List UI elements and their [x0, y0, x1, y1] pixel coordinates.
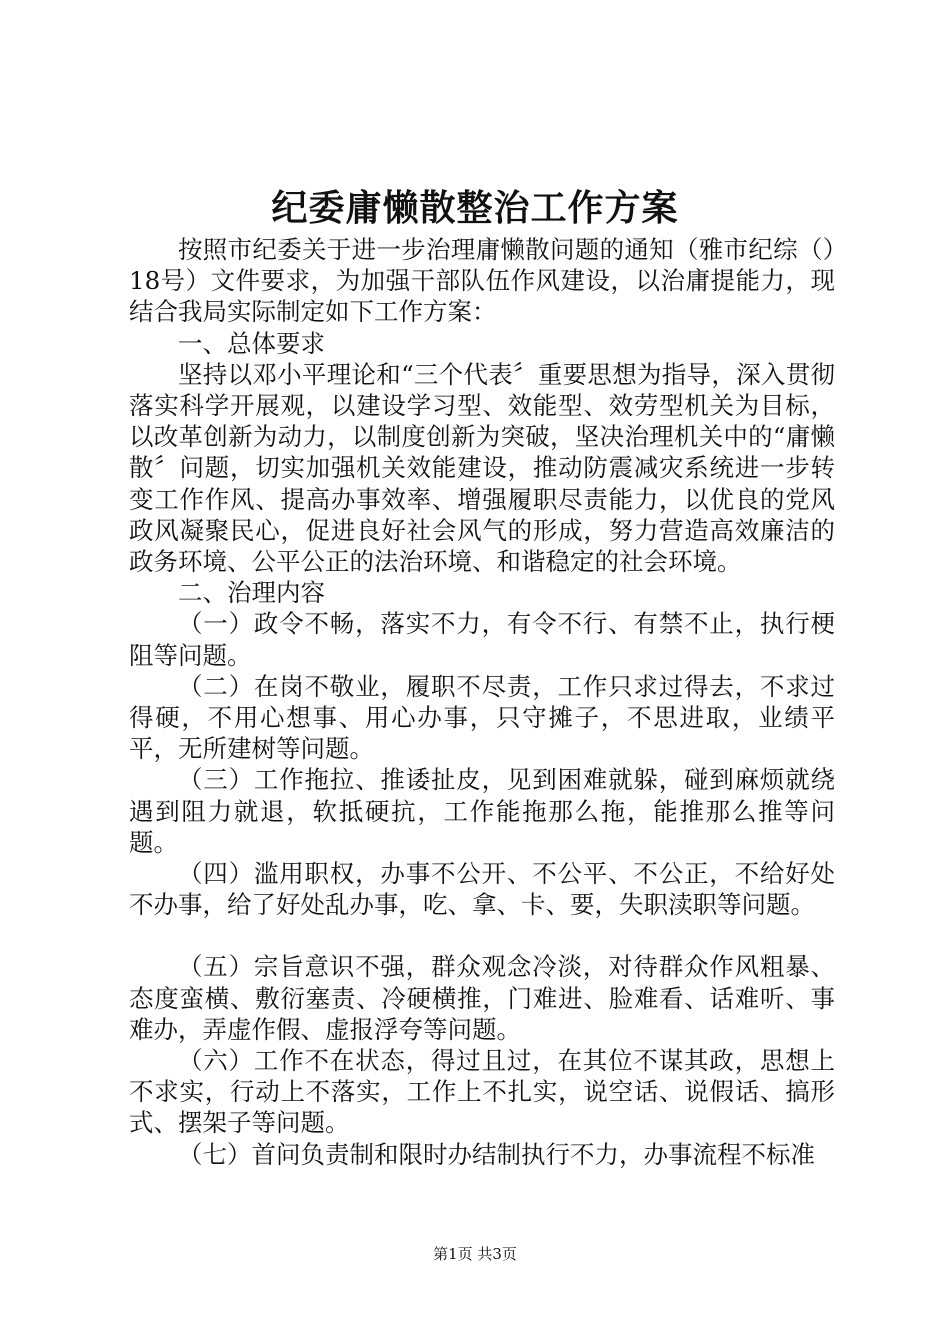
paragraph-general-requirements: 坚持以邓小平理论和“三个代表〞重要思想为指导，深入贯彻落实科学开展观，以建设学习型、效能型、效劳型机关为目标，以改革创新为动力，以制度创新为突破，坚决治理机关中的“庸懒散〞问题，切实加强机关效能建设，推动防震减灾系统进一步转变工作作风、提高办事效率、增强履职尽责能力，以优良的党风政风凝聚民心，促进良好社会风气的形成，努力营造高效廉洁的政务环境、公平公正的法治环境、和谐稳定的社会环境。 [129, 359, 835, 577]
list-item-3: （三）工作拖拉、推诿扯皮，见到困难就躲，碰到麻烦就绕遇到阻力就退，软抵硬抗，工作能拖那么拖，能推那么推等问题。 [129, 765, 835, 857]
page-footer: 第1页 共3页 [433, 1245, 517, 1263]
list-item-1: （一）政令不畅，落实不力，有令不行、有禁不止，执行梗阻等问题。 [129, 609, 835, 670]
list-item-2: （二）在岗不敬业，履职不尽责，工作只求过得去，不求过得硬，不用心想事、用心办事，只守摊子，不思进取，业绩平平，无所建树等问题。 [129, 671, 835, 764]
list-item-5: （五）宗旨意识不强，群众观念冷淡，对待群众作风粗暴、态度蛮横、敷衍塞责、冷硬横推，门难进、脸难看、话难听、事难办，弄虚作假、虚报浮夸等问题。 [129, 952, 835, 1044]
list-item-4: （四）滥用职权，办事不公开、不公平、不公正，不给好处不办事，给了好处乱办事，吃、拿、卡、要，失职渎职等问题。 [129, 859, 835, 920]
paragraph-intro: 按照市纪委关于进一步治理庸懒散问题的通知（雅市纪综（）18号）文件要求，为加强干部队伍作风建设，以治庸提能力，现结合我局实际制定如下工作方案： [129, 235, 835, 327]
section-heading-governance-content: 二、治理内容 [178, 578, 325, 608]
list-item-7: （七）首问负责制和限时办结制执行不力，办事流程不标准 [178, 1139, 815, 1169]
document-title: 纪委庸懒散整治工作方案 [271, 187, 679, 229]
section-heading-general-requirements: 一、总体要求 [178, 328, 325, 358]
document-body [129, 234, 835, 1170]
list-item-6: （六）工作不在状态，得过且过，在其位不谋其政，思想上不求实，行动上不落实，工作上不扎实，说空话、说假话、搞形式、摆架子等问题。 [129, 1046, 835, 1138]
